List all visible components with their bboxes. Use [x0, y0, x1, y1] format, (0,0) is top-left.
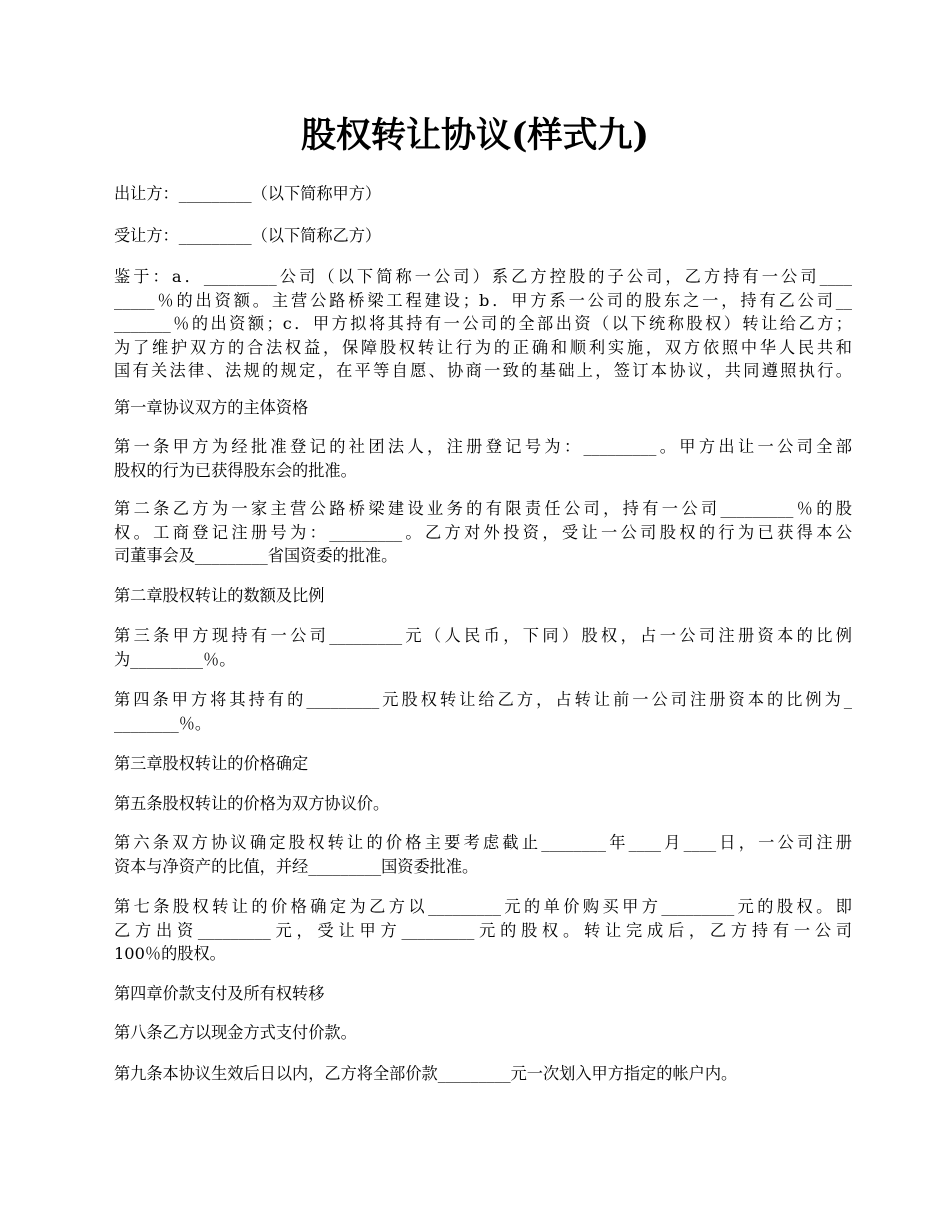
chapter-heading-1 — [114, 396, 852, 420]
chapter-heading-4 — [114, 982, 852, 1006]
text-line: 第二章股权转让的数额及比例 — [114, 586, 325, 605]
text-line: 第二条乙方为一家主营公路桥梁建设业务的有限责任公司，持有一公司_________％的股 — [114, 499, 852, 518]
text-line: 第九条本协议生效后日以内，乙方将全部价款_________元一次划入甲方指定的帐户内。 — [114, 1064, 738, 1083]
text-line: 第四章价款支付及所有权转移 — [114, 984, 325, 1003]
text-line: 鉴于：a．_________公司（以下简称一公司）系乙方控股的子公司，乙方持有一公司____ — [114, 267, 852, 286]
text-line: 国有关法律、法规的规定，在平等自愿、协商一致的基础上，签订本协议，共同遵照执行。 — [114, 361, 852, 380]
text-line: 第七条股权转让的价格确定为乙方以_________元的单价购买甲方_________元的股权。即 — [114, 897, 852, 916]
paragraph-article-5 — [114, 792, 852, 816]
text-line: 为了维护双方的合法权益，保障股权转让行为的正确和顺利实施，双方依照中华人民共和 — [114, 337, 852, 357]
text-line: 权。工商登记注册号为：_________。乙方对外投资，受让一公司股权的行为已获得本公 — [114, 522, 852, 542]
paragraph-transferee — [114, 224, 852, 248]
text-line: 出让方：_________（以下简称甲方） — [114, 184, 382, 203]
text-line: ________％。 — [114, 713, 212, 733]
text-line: 第五条股权转让的价格为双方协议价。 — [114, 794, 390, 813]
text-line: _______％的出资额；c．甲方拟将其持有一公司的全部出资（以下统称股权）转让给乙方； — [114, 314, 852, 333]
text-line: 第四条甲方将其持有的_________元股权转让给乙方，占转让前一公司注册资本的比例为_ — [114, 690, 852, 709]
text-line: 司董事会及_________省国资委的批准。 — [114, 546, 398, 565]
text-line: _____％的出资额。主营公路桥梁工程建设；b．甲方系一公司的股东之一，持有乙公司__ — [114, 290, 852, 310]
paragraph-article-8 — [114, 1021, 852, 1045]
paragraph-article-4 — [114, 688, 852, 735]
text-line: 为_________％。 — [114, 649, 236, 669]
text-line: 股权的行为已获得股东会的批准。 — [114, 460, 357, 480]
text-line: 第一章协议双方的主体资格 — [114, 398, 309, 417]
paragraph-article-7 — [114, 895, 852, 966]
chapter-heading-2 — [114, 584, 852, 608]
text-line: 乙方出资_________元，受让甲方_________元的股权。转让完成后，乙方持有一公司 — [114, 920, 852, 940]
text-line: 第一条甲方为经批准登记的社团法人，注册登记号为：_________。甲方出让一公司全部 — [114, 437, 852, 456]
document-title: 股权转让协议(样式九) — [300, 115, 650, 156]
text-line: 第八条乙方以现金方式支付价款。 — [114, 1023, 357, 1042]
paragraph-transferor — [114, 182, 852, 206]
paragraph-recitals — [114, 265, 852, 383]
text-line: 资本与净资产的比值，并经_________国资委批准。 — [114, 856, 479, 876]
paragraph-article-3 — [114, 624, 852, 671]
chapter-heading-3 — [114, 752, 852, 776]
text-line: 受让方：_________（以下简称乙方） — [114, 226, 382, 245]
paragraph-article-2 — [114, 497, 852, 568]
text-line: 100％的股权。 — [114, 944, 226, 963]
text-line: 第六条双方协议确定股权转让的价格主要考虑截止________年____月____日，一公司注册 — [114, 833, 852, 852]
paragraph-article-1 — [114, 435, 852, 482]
text-line: 第三条甲方现持有一公司_________元（人民币，下同）股权，占一公司注册资本的比例 — [114, 626, 852, 645]
paragraph-article-6 — [114, 831, 852, 878]
paragraph-article-9 — [114, 1062, 852, 1086]
text-line: 第三章股权转让的价格确定 — [114, 754, 309, 773]
